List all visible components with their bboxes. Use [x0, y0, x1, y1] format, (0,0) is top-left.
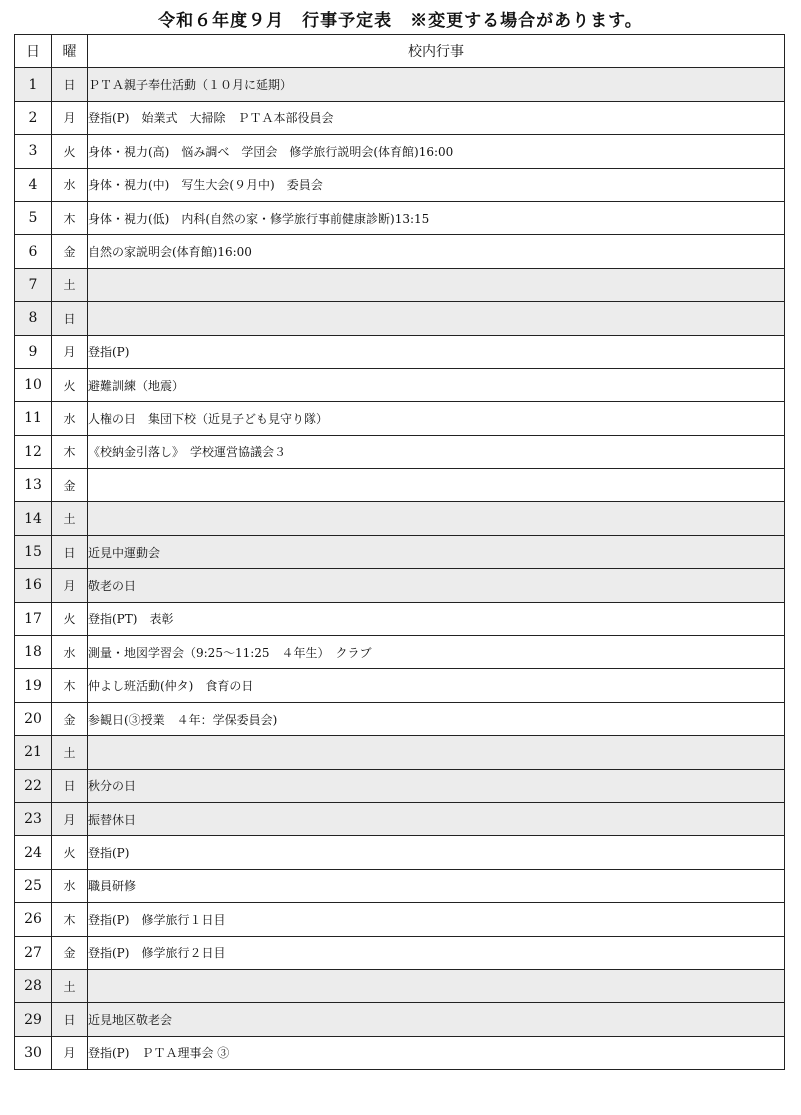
schedule-rows [15, 68, 785, 1070]
weekday-cell: 水 [52, 636, 88, 669]
day-cell: 17 [15, 602, 52, 635]
weekday-cell: 月 [52, 335, 88, 368]
header-events: 校内行事 [88, 35, 785, 68]
weekday-cell: 木 [52, 903, 88, 936]
events-cell: 測量・地図学習会（9:25～11:25 ４年生） クラブ [88, 636, 785, 669]
events-cell: 人権の日 集団下校（近見子ども見守り隊） [88, 402, 785, 435]
day-cell: 5 [15, 201, 52, 234]
table-row [15, 836, 785, 869]
day-cell: 6 [15, 235, 52, 268]
day-cell: 25 [15, 869, 52, 902]
day-cell: 2 [15, 101, 52, 134]
events-cell: 敬老の日 [88, 569, 785, 602]
day-cell: 28 [15, 969, 52, 1002]
day-cell: 26 [15, 903, 52, 936]
events-cell: 参観日(③授業 ４年：学保委員会) [88, 702, 785, 735]
weekday-cell: 水 [52, 402, 88, 435]
weekday-cell: 木 [52, 669, 88, 702]
table-row [15, 201, 785, 234]
events-cell: 職員研修 [88, 869, 785, 902]
table-row [15, 769, 785, 802]
table-row [15, 168, 785, 201]
weekday-cell: 木 [52, 435, 88, 468]
events-cell [88, 302, 785, 335]
day-cell: 27 [15, 936, 52, 969]
day-cell: 24 [15, 836, 52, 869]
table-row [15, 1003, 785, 1036]
table-row [15, 402, 785, 435]
events-cell: 振替休日 [88, 802, 785, 835]
events-cell [88, 736, 785, 769]
table-row [15, 869, 785, 902]
page-title: 令和６年度９月 行事予定表 ※変更する場合があります。 [158, 11, 643, 31]
table-row [15, 602, 785, 635]
weekday-cell: 日 [52, 535, 88, 568]
weekday-cell: 金 [52, 469, 88, 502]
events-cell: 近見地区敬老会 [88, 1003, 785, 1036]
events-cell [88, 502, 785, 535]
table-row [15, 569, 785, 602]
weekday-cell: 火 [52, 368, 88, 401]
day-cell: 8 [15, 302, 52, 335]
weekday-cell: 土 [52, 736, 88, 769]
weekday-cell: 火 [52, 836, 88, 869]
weekday-cell: 日 [52, 68, 88, 101]
events-cell: 身体・視力(高) 悩み調べ 学団会 修学旅行説明会(体育館)16:00 [88, 135, 785, 168]
weekday-cell: 月 [52, 1036, 88, 1069]
weekday-cell: 月 [52, 101, 88, 134]
table-row [15, 702, 785, 735]
weekday-cell: 土 [52, 268, 88, 301]
day-cell: 16 [15, 569, 52, 602]
table-row [15, 435, 785, 468]
table-row [15, 669, 785, 702]
weekday-cell: 金 [52, 702, 88, 735]
table-row [15, 936, 785, 969]
weekday-cell: 日 [52, 769, 88, 802]
day-cell: 13 [15, 469, 52, 502]
weekday-cell: 金 [52, 235, 88, 268]
events-cell: 登指(PT) 表彰 [88, 602, 785, 635]
events-cell [88, 469, 785, 502]
events-cell: 仲よし班活動(仲タ) 食育の日 [88, 669, 785, 702]
table-row [15, 802, 785, 835]
table-row [15, 335, 785, 368]
table-row [15, 68, 785, 101]
day-cell: 29 [15, 1003, 52, 1036]
events-cell: 登指(P) 修学旅行１日目 [88, 903, 785, 936]
events-cell: 《校納金引落し》 学校運営協議会３ [88, 435, 785, 468]
events-cell [88, 268, 785, 301]
events-cell: 登指(P) 修学旅行２日目 [88, 936, 785, 969]
table-header-row [15, 35, 785, 68]
schedule-table [14, 34, 785, 1070]
day-cell: 18 [15, 636, 52, 669]
weekday-cell: 水 [52, 869, 88, 902]
day-cell: 1 [15, 68, 52, 101]
header-weekday: 曜 [52, 35, 88, 68]
events-cell [88, 969, 785, 1002]
table-row [15, 302, 785, 335]
day-cell: 14 [15, 502, 52, 535]
table-row [15, 135, 785, 168]
events-cell: 自然の家説明会(体育館)16:00 [88, 235, 785, 268]
day-cell: 19 [15, 669, 52, 702]
weekday-cell: 日 [52, 302, 88, 335]
weekday-cell: 月 [52, 802, 88, 835]
table-row [15, 235, 785, 268]
weekday-cell: 火 [52, 602, 88, 635]
events-cell: 登指(P) [88, 836, 785, 869]
day-cell: 23 [15, 802, 52, 835]
table-row [15, 636, 785, 669]
events-cell: 近見中運動会 [88, 535, 785, 568]
table-row [15, 368, 785, 401]
header-day: 日 [15, 35, 52, 68]
table-row [15, 969, 785, 1002]
table-row [15, 903, 785, 936]
weekday-cell: 木 [52, 201, 88, 234]
day-cell: 4 [15, 168, 52, 201]
weekday-cell: 日 [52, 1003, 88, 1036]
day-cell: 20 [15, 702, 52, 735]
weekday-cell: 火 [52, 135, 88, 168]
day-cell: 12 [15, 435, 52, 468]
day-cell: 21 [15, 736, 52, 769]
weekday-cell: 水 [52, 168, 88, 201]
table-row [15, 1036, 785, 1069]
weekday-cell: 土 [52, 969, 88, 1002]
table-row [15, 535, 785, 568]
events-cell: 登指(P) ＰＴＡ理事会 ③ [88, 1036, 785, 1069]
day-cell: 10 [15, 368, 52, 401]
day-cell: 22 [15, 769, 52, 802]
table-row [15, 268, 785, 301]
events-cell: 身体・視力(低) 内科(自然の家・修学旅行事前健康診断)13:15 [88, 201, 785, 234]
day-cell: 9 [15, 335, 52, 368]
weekday-cell: 金 [52, 936, 88, 969]
day-cell: 7 [15, 268, 52, 301]
day-cell: 15 [15, 535, 52, 568]
table-row [15, 502, 785, 535]
day-cell: 3 [15, 135, 52, 168]
events-cell: 身体・視力(中) 写生大会(９月中) 委員会 [88, 168, 785, 201]
weekday-cell: 土 [52, 502, 88, 535]
events-cell: 登指(P) [88, 335, 785, 368]
table-row [15, 469, 785, 502]
table-row [15, 101, 785, 134]
events-cell: 登指(P) 始業式 大掃除 ＰＴＡ本部役員会 [88, 101, 785, 134]
events-cell: 避難訓練（地震） [88, 368, 785, 401]
events-cell: 秋分の日 [88, 769, 785, 802]
events-cell: ＰＴＡ親子奉仕活動（１０月に延期） [88, 68, 785, 101]
weekday-cell: 月 [52, 569, 88, 602]
day-cell: 11 [15, 402, 52, 435]
day-cell: 30 [15, 1036, 52, 1069]
table-row [15, 736, 785, 769]
